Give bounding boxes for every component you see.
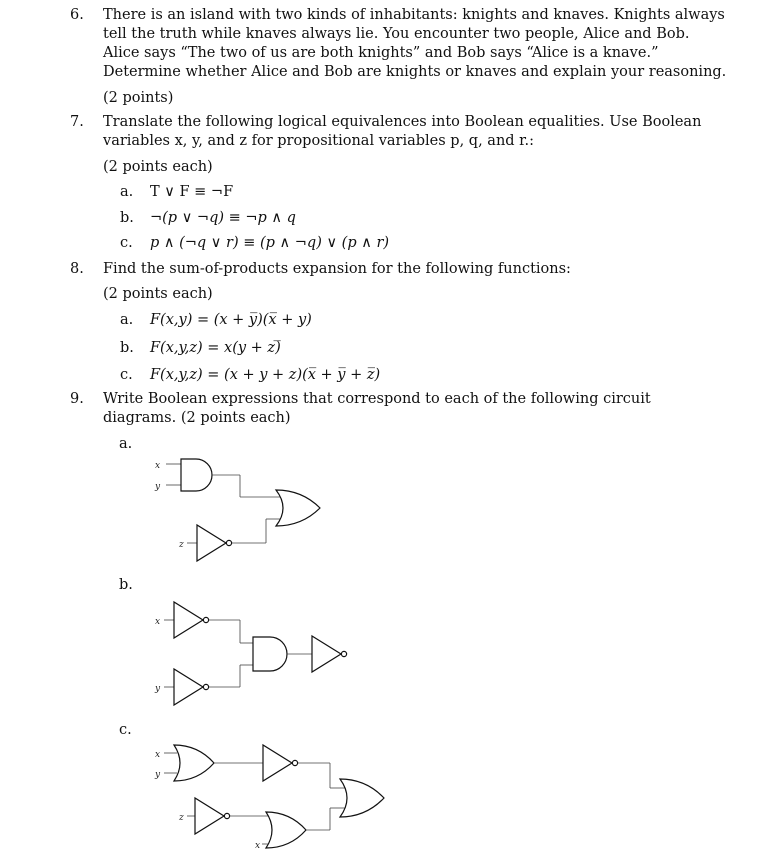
q9-line-2: diagrams. (2 points each) <box>103 410 291 426</box>
q7c-expression: p ∧ (¬q ∨ r) ≡ (p ∧ ¬q) ∨ (p ∧ r) <box>150 235 390 251</box>
inverter-bubble <box>226 540 231 545</box>
q8a-expression: F(x,y) = (x + y̅)(x̅ + y) <box>150 312 312 328</box>
q6-number: 6. <box>70 7 84 23</box>
circuit-c-input-x: x <box>155 750 161 760</box>
circuit-c <box>154 745 384 851</box>
q7a-expression: T ∨ F ≡ ¬F <box>150 184 234 200</box>
q7a-letter: a. <box>120 184 134 200</box>
q9-number: 9. <box>70 391 84 407</box>
not-gate <box>312 636 341 672</box>
circuit-a-letter: a. <box>119 436 133 452</box>
circuit-c-input-x2: x <box>255 841 261 851</box>
q8-line-1: Find the sum-of-products expansion for the following functions: <box>103 261 571 277</box>
not-gate <box>174 602 203 638</box>
q8b-letter: b. <box>120 340 134 356</box>
q9-line-1: Write Boolean expressions that correspond to each of the following circuit <box>103 391 651 407</box>
q8c-expression: F(x,y,z) = (x + y + z)(x̅ + y̅ + z̅) <box>150 367 381 383</box>
q6-line-2: tell the truth while knaves always lie. You encounter two people, Alice and Bob. <box>103 26 690 42</box>
and-gate <box>253 637 287 671</box>
q7-number: 7. <box>70 114 84 130</box>
inverter-bubble <box>341 651 346 656</box>
or-gate <box>174 745 214 781</box>
circuit-a-input-z: z <box>179 540 184 550</box>
q6-points: (2 points) <box>103 90 174 106</box>
circuit-c-input-y: y <box>155 770 161 780</box>
q8a-letter: a. <box>120 312 134 328</box>
q7-line-1: Translate the following logical equivalences into Boolean equalities. Use Boolean <box>103 114 702 130</box>
circuit-b-letter: b. <box>119 577 133 593</box>
q6-line-1: There is an island with two kinds of inhabitants: knights and knaves. Knights always <box>103 7 725 23</box>
or-gate <box>340 779 384 817</box>
not-gate <box>174 669 203 705</box>
q7-line-2: variables x, y, and z for propositional variables p, q, and r.: <box>103 133 535 149</box>
q7-points: (2 points each) <box>103 159 213 175</box>
circuit-b-input-x: x <box>155 617 161 627</box>
inverter-bubble <box>203 617 208 622</box>
q6-line-3: Alice says “The two of us are both knights” and Bob says “Alice is a knave.” <box>103 45 659 61</box>
inverter-bubble <box>203 684 208 689</box>
circuit-c-letter: c. <box>119 722 132 738</box>
or-gate <box>266 812 306 848</box>
inverter-bubble <box>292 760 297 765</box>
q6-line-4: Determine whether Alice and Bob are knights or knaves and explain your reasoning. <box>103 64 727 80</box>
circuit-b-input-y: y <box>155 684 161 694</box>
circuit-a-input-y: y <box>155 482 161 492</box>
circuit-a-input-x: x <box>155 461 161 471</box>
circuit-c-input-z: z <box>179 813 184 823</box>
q8c-letter: c. <box>120 367 133 383</box>
q8-number: 8. <box>70 261 84 277</box>
not-gate <box>195 798 224 834</box>
not-gate <box>263 745 292 781</box>
q8-points: (2 points each) <box>103 286 213 302</box>
inverter-bubble <box>224 813 229 818</box>
q7b-expression: ¬(p ∨ ¬q) ≡ ¬p ∧ q <box>150 210 296 226</box>
circuit-a <box>154 459 320 561</box>
q7c-letter: c. <box>120 235 133 251</box>
not-gate <box>197 525 226 561</box>
q8b-expression: F(x,y,z) = x(y + z)̅ <box>150 340 281 356</box>
or-gate <box>276 490 320 526</box>
q7b-letter: b. <box>120 210 134 226</box>
circuit-b <box>154 602 347 705</box>
and-gate <box>181 459 212 491</box>
